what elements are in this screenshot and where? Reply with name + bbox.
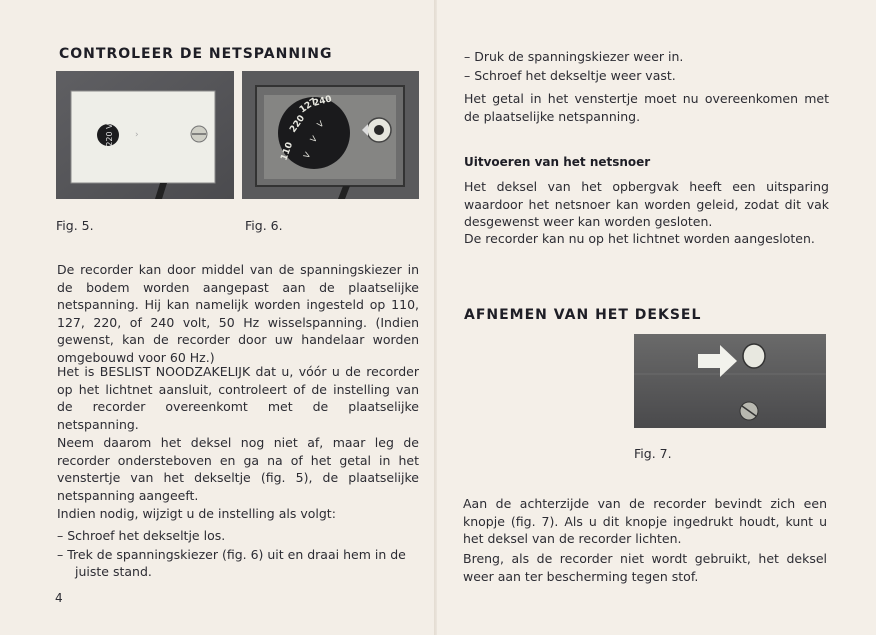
svg-text:›: › <box>135 130 139 140</box>
figure-6-photo <box>242 71 419 199</box>
figure-6-caption: Fig. 6. <box>245 218 283 233</box>
left-steps-list <box>57 527 419 582</box>
svg-text:220: 220 <box>288 113 308 135</box>
list-item: – Schroef het dekseltje weer vast. <box>464 67 676 83</box>
right-page <box>437 0 876 635</box>
svg-text:110: 110 <box>279 140 296 163</box>
list-item: – Druk de spanningskiezer weer in. <box>464 49 684 64</box>
heading-afnemen-deksel: AFNEMEN VAN HET DEKSEL <box>464 307 702 323</box>
list-item: – Schroef het dekseltje los. <box>57 528 226 543</box>
svg-text:240: 240 <box>312 94 333 109</box>
figure-5-caption: Fig. 5. <box>56 218 94 233</box>
svg-text:220 V: 220 V <box>105 123 114 147</box>
paragraph-achterzijde: Aan de achterzijde van de recorder bevindt zich een knopje (fig. 7). Als u dit knopje ingedrukt houdt, kunt u het deksel van de recorder lichten. <box>463 496 827 546</box>
figure-7-caption: Fig. 7. <box>634 446 672 461</box>
release-button-icon <box>743 344 765 368</box>
paragraph-indien-nodig: Indien nodig, wijzigt u de instelling als volgt: <box>57 506 336 521</box>
list-item: – Trek de spanningskiezer (fig. 6) uit en draai hem in de juiste stand. <box>57 546 406 579</box>
svg-text:V: V <box>308 134 320 145</box>
paragraph-beslist-noodzakelijk: Het is BESLIST NOODZAKELIJK dat u, vóór u de recorder op het lichtnet aansluit, controleert of de instelling van de recorder overeenkomt met de plaatselijke netspanning. <box>57 364 419 432</box>
paragraph-uitsparing: Het deksel van het opbergvak heeft een uitsparing waardoor het netsnoer kan worden geleid, zodat dit vak desgewenst weer kan worden gesloten. <box>464 179 829 229</box>
heading-controleer-netspanning: CONTROLEER DE NETSPANNING <box>59 46 333 62</box>
figure-5-photo <box>56 71 234 199</box>
svg-text:V: V <box>301 150 313 160</box>
paragraph-lichtnet: De recorder kan nu op het lichtnet worden aangesloten. <box>464 231 815 246</box>
paragraph-bescherming: Breng, als de recorder niet wordt gebruikt, het deksel weer aan ter bescherming tegen stof. <box>463 551 827 584</box>
paragraph-getal-venstertje: Het getal in het venstertje moet nu overeenkomen met de plaatselijke netspanning. <box>464 91 829 124</box>
page-number: 4 <box>55 591 63 605</box>
paragraph-spanningskiezer: De recorder kan door middel van de spanningskiezer in de bodem worden aangepast aan de plaatselijke netspanning. Hij kan namelijk worden ingesteld op 110, 127, 220, of 240 volt, 50 Hz wisselspanning. (Indien gewenst, kan de recorder door uw handelaar worden omgebouwd voor 60 Hz.) <box>57 262 419 365</box>
svg-text:127: 127 <box>297 96 320 116</box>
subheading-netsnoer: Uitvoeren van het netsnoer <box>464 155 651 169</box>
left-page <box>0 0 437 635</box>
right-steps-list <box>464 48 834 85</box>
figure-7-photo <box>634 334 826 428</box>
svg-text:V: V <box>315 119 326 130</box>
paragraph-deksel-niet-af: Neem daarom het deksel nog niet af, maar leg de recorder ondersteboven en ga na of het getal in het venstertje van het dekseltje (fig. 5), de plaatselijke netspanning aangeeft. <box>57 435 419 503</box>
